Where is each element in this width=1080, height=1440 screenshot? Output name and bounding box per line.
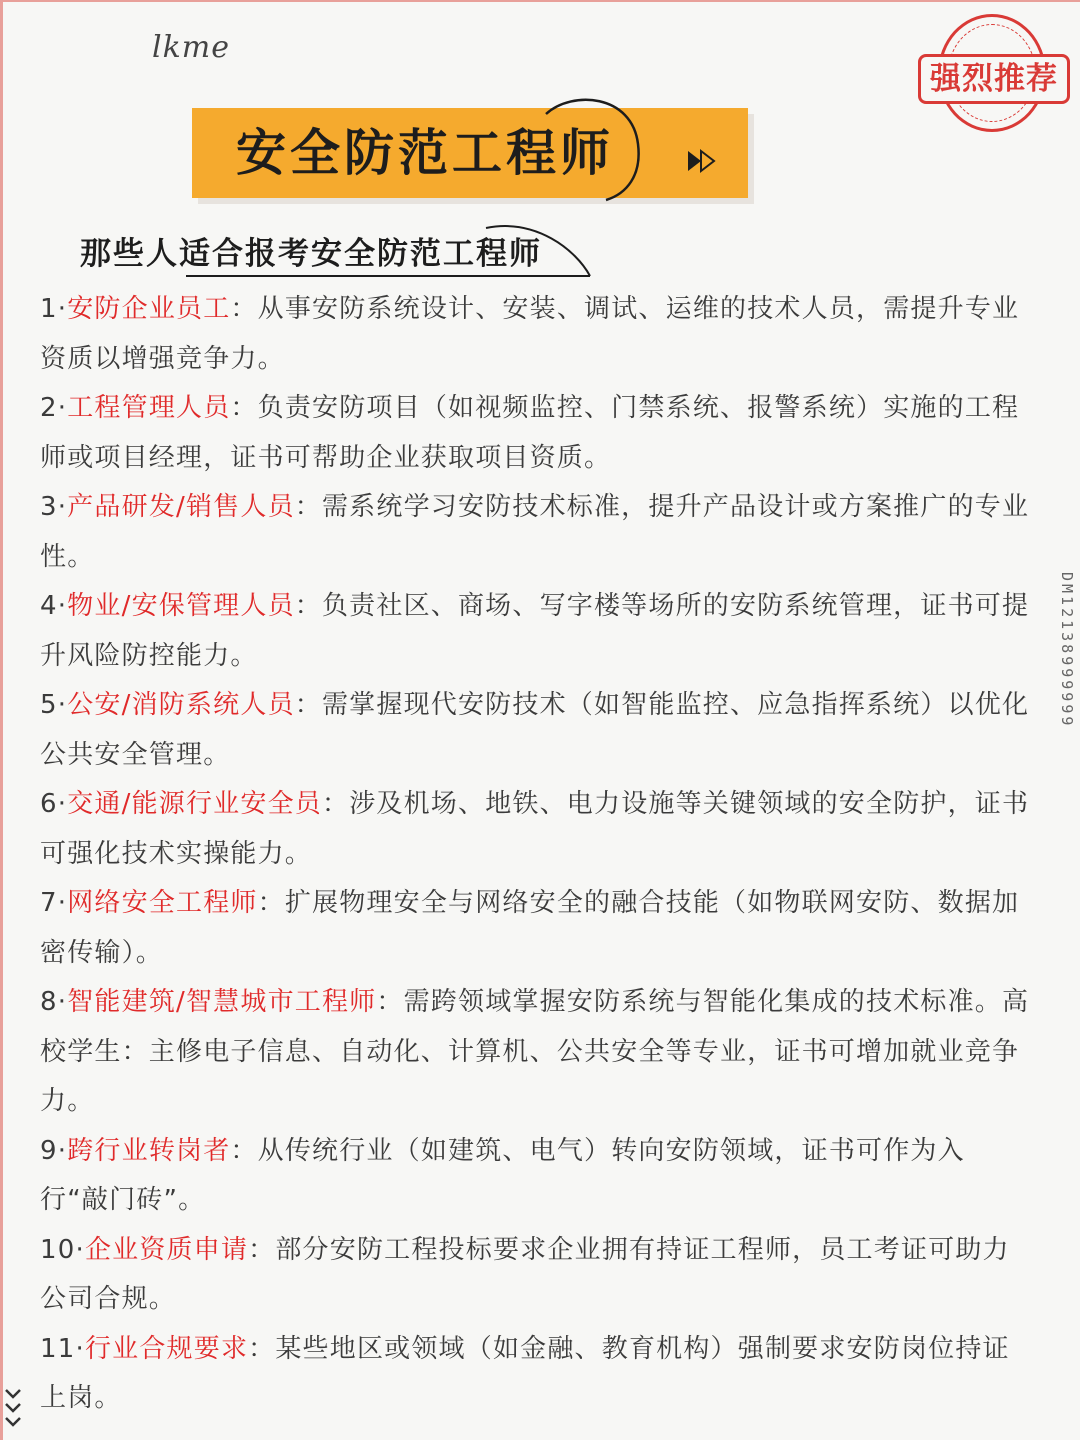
list-item (40, 978, 1030, 1127)
item-colon: ： (230, 393, 258, 423)
item-number: 9· (40, 1135, 68, 1166)
item-text: 涉及机场、地铁、电力设施等关键领域的安全防护，证书可强化技术实操能力。 (40, 789, 1030, 869)
item-highlight: 安防企业员工 (67, 294, 231, 324)
item-text: 扩展物理安全与网络安全的融合技能（如物联网安防、数据加密传输）。 (40, 888, 1020, 968)
item-number: 5· (40, 690, 68, 720)
item-number: 8· (40, 987, 68, 1017)
item-text: 某些地区或领域（如金融、教育机构）强制要求安防岗位持证上岗。 (40, 1333, 1010, 1413)
item-text: 负责安防项目（如视频监控、门禁系统、报警系统）实施的工程师或项目经理，证书可帮助企业获取项目资质。 (40, 393, 1020, 473)
left-border (0, 0, 3, 1440)
item-text: 需系统学习安防技术标准，提升产品设计或方案推广的专业性。 (40, 492, 1030, 572)
item-highlight: 行业合规要求 (84, 1333, 249, 1364)
item-highlight: 公安/消防系统人员 (67, 690, 295, 720)
list-item (40, 582, 1030, 681)
item-colon: ： (257, 888, 285, 918)
list-item (40, 879, 1030, 978)
item-number: 3· (40, 492, 68, 522)
fast-forward-icon (686, 148, 720, 174)
recommend-stamp (916, 10, 1072, 138)
item-number: 2· (40, 393, 68, 423)
item-colon: ： (248, 1234, 276, 1265)
list-item (40, 285, 1030, 384)
item-highlight: 智能建筑/智慧城市工程师 (67, 987, 377, 1017)
audience-list (40, 285, 1030, 1424)
item-text: 需跨领域掌握安防系统与智能化集成的技术标准。高校学生：主修电子信息、自动化、计算机、公共安全等专业，证书可增加就业竞争力。 (40, 987, 1030, 1116)
list-item (40, 780, 1030, 879)
item-text: 负责社区、商场、写字楼等场所的安防系统管理，证书可提升风险防控能力。 (40, 591, 1030, 671)
item-colon: ： (294, 492, 322, 522)
section-subtitle: 那些人适合报考安全防范工程师 (80, 236, 542, 272)
list-item (40, 483, 1030, 582)
top-border (0, 0, 1080, 2)
item-number: 4· (40, 591, 68, 621)
title-arc-decoration (542, 94, 652, 214)
item-number: 7· (40, 888, 68, 918)
item-number: 1· (40, 294, 68, 324)
item-highlight: 企业资质申请 (84, 1234, 249, 1265)
brand-logo: lkme (152, 30, 230, 65)
item-colon: ： (294, 591, 322, 621)
list-item (40, 384, 1030, 483)
stamp-label: 强烈推荐 (918, 54, 1070, 104)
title-banner (192, 108, 748, 198)
list-item (40, 1226, 1030, 1325)
item-text: 需掌握现代安防技术（如智能监控、应急指挥系统）以优化公共安全管理。 (40, 690, 1030, 770)
item-colon: ： (376, 987, 404, 1017)
item-colon: ： (230, 294, 258, 324)
list-item (40, 1325, 1030, 1424)
page-title: 安全防范工程师 (236, 124, 614, 182)
item-highlight: 产品研发/销售人员 (67, 492, 295, 522)
side-code: DM12138999999 (1058, 572, 1076, 729)
item-text: 部分安防工程投标要求企业拥有持证工程师，员工考证可助力公司合规。 (40, 1234, 1010, 1314)
item-highlight: 跨行业转岗者 (67, 1135, 231, 1166)
item-colon: ： (230, 1135, 258, 1166)
item-number: 11· (40, 1333, 85, 1364)
item-text: 从传统行业（如建筑、电气）转向安防领域，证书可作为入行“敲门砖”。 (40, 1135, 965, 1215)
chevron-down-icon (4, 1386, 22, 1436)
list-item (40, 681, 1030, 780)
list-item (40, 1127, 1030, 1226)
item-text: 从事安防系统设计、安装、调试、运维的技术人员，需提升专业资质以增强竞争力。 (40, 294, 1020, 374)
item-highlight: 交通/能源行业安全员 (67, 789, 322, 819)
item-highlight: 工程管理人员 (67, 393, 231, 423)
item-number: 10· (40, 1234, 85, 1265)
item-colon: ： (294, 690, 322, 720)
item-highlight: 物业/安保管理人员 (67, 591, 295, 621)
item-highlight: 网络安全工程师 (67, 888, 258, 918)
item-colon: ： (248, 1333, 276, 1364)
item-number: 6· (40, 789, 68, 819)
item-colon: ： (321, 789, 350, 819)
